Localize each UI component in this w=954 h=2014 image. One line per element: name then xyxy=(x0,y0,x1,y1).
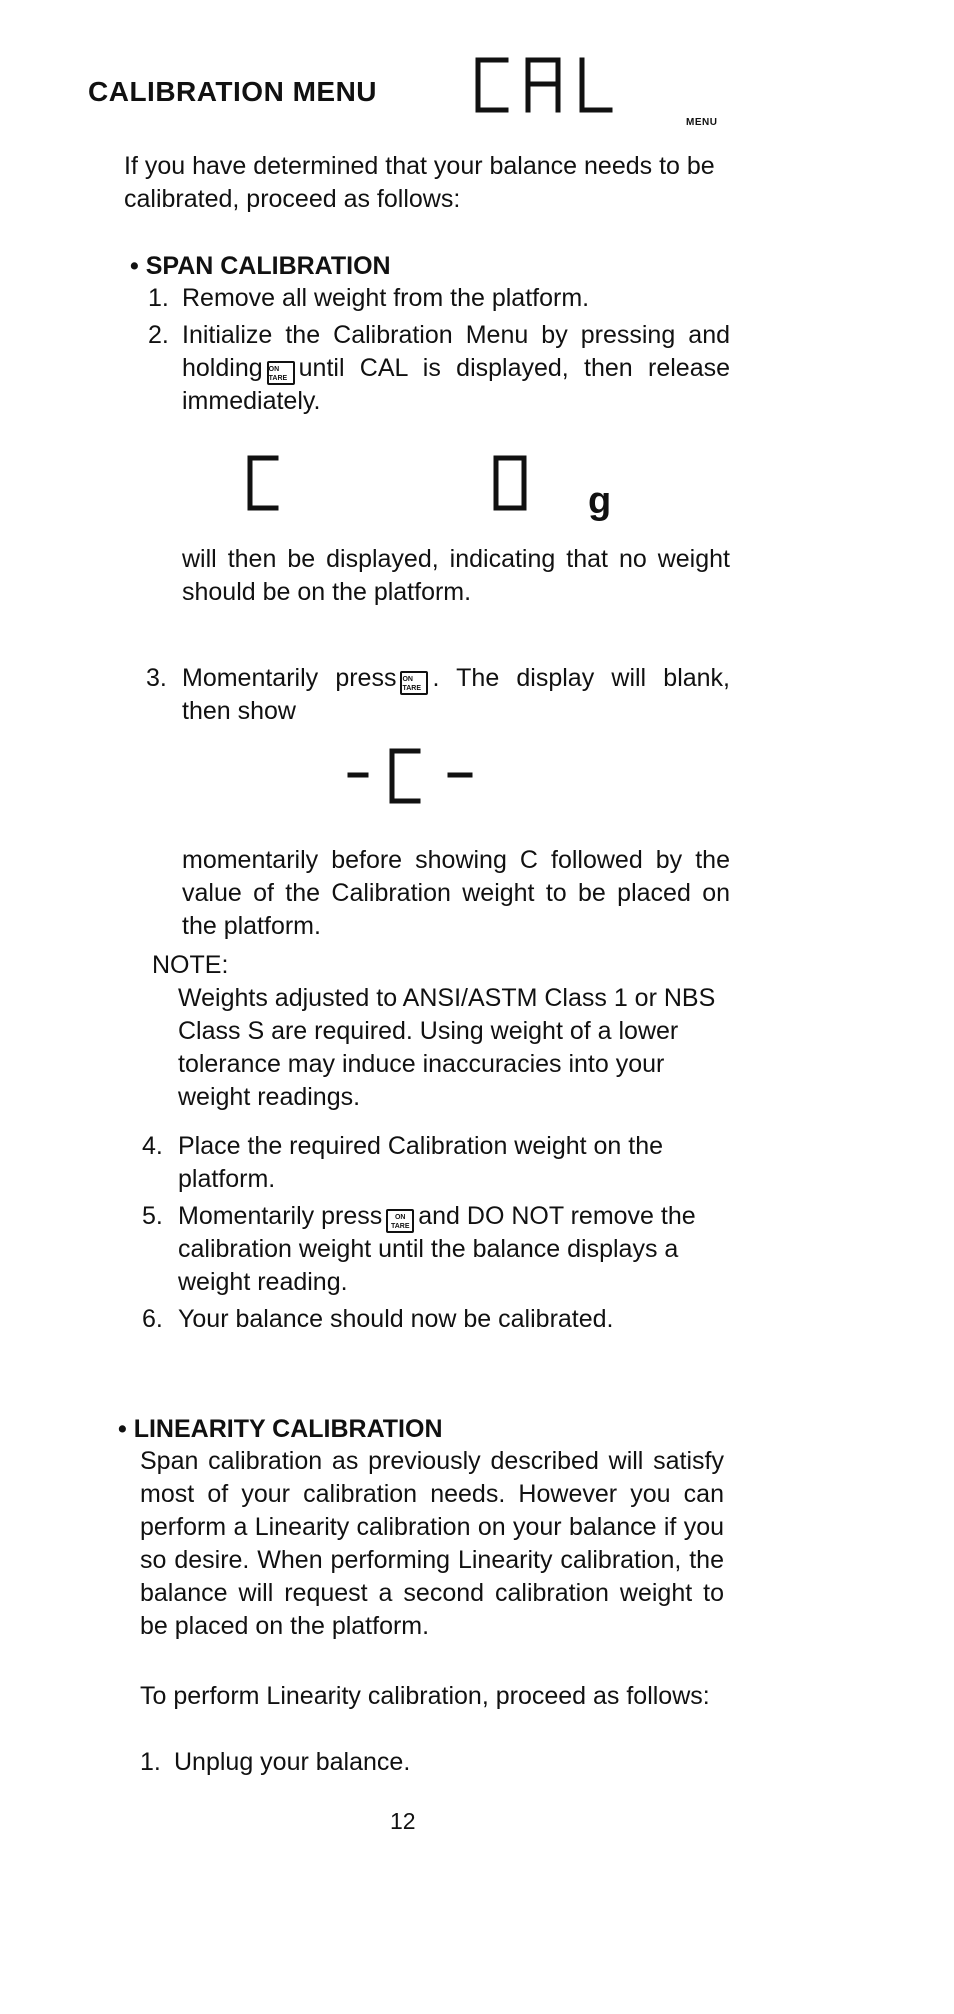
note-label: NOTE: xyxy=(152,951,229,979)
cal-display-label: MENU xyxy=(686,117,718,128)
span-step-3-text-b: . The display will blank, then show xyxy=(182,664,730,725)
span-step-2-text-b: until CAL is displayed, then release immediately. xyxy=(182,354,730,415)
span-step-2-text-a: Initialize the Calibration Menu by pressing and holding xyxy=(182,321,730,382)
span-step-3-number: 3. xyxy=(146,664,167,692)
span-step-5-number: 5. xyxy=(142,1202,163,1230)
intro-text: If you have determined that your balance needs to be calibrated, proceed as follows: xyxy=(124,152,715,213)
segment-l xyxy=(582,60,610,110)
span-step-2 xyxy=(182,319,730,418)
span-step-6-number: 6. xyxy=(142,1305,163,1333)
page-title: CALIBRATION MENU xyxy=(88,76,378,107)
segment-c xyxy=(478,60,506,110)
segment-zero xyxy=(496,458,524,508)
linearity-step-1: Unplug your balance. xyxy=(174,1748,411,1776)
span-step-5-text-b: and DO NOT remove the calibration weight until the balance displays a weight reading. xyxy=(178,1202,696,1296)
on-tare-key-icon: ON TARE xyxy=(386,1209,414,1233)
on-tare-key-icon: ON TARE xyxy=(267,361,295,385)
span-step-1-number: 1. xyxy=(148,284,169,312)
segment-a xyxy=(528,60,558,110)
cal-segment-display xyxy=(470,50,630,120)
span-step-5-text-a: Momentarily press xyxy=(178,1202,383,1230)
span-heading: • SPAN CALIBRATION xyxy=(130,252,391,280)
span-step-3-text-a: Momentarily press xyxy=(182,664,397,692)
c-zero-display xyxy=(240,450,540,520)
note-text: Weights adjusted to ANSI/ASTM Class 1 or NBS Class S are required. Using weight of a lower tolerance may induce inaccuracies into your weight readings. xyxy=(178,984,716,1111)
on-tare-key-icon: ON TARE xyxy=(400,671,428,695)
linearity-para-2: To perform Linearity calibration, proceed as follows: xyxy=(140,1682,710,1710)
dash-c-dash-display xyxy=(342,745,482,815)
span-step-2-number: 2. xyxy=(148,321,169,349)
linearity-para-1: Span calibration as previously described will satisfy most of your calibration needs. However you can perform a Linearity calibration on your balance if you so desire. When performing Linearity calibration, the balance will request a second calibration weight to be placed on the platform. xyxy=(140,1447,724,1640)
linearity-heading: • LINEARITY CALIBRATION xyxy=(118,1415,443,1443)
span-step-5 xyxy=(178,1200,738,1299)
span-step-1: Remove all weight from the platform. xyxy=(182,284,590,312)
segment-c xyxy=(392,751,418,801)
segment-c xyxy=(250,458,276,508)
span-step-4: Place the required Calibration weight on the platform. xyxy=(178,1132,664,1193)
display-unit-g: g xyxy=(588,480,612,522)
span-heading-label: SPAN CALIBRATION xyxy=(145,252,391,280)
span-after-dash: momentarily before showing C followed by the value of the Calibration weight to be placed on the platform. xyxy=(182,846,730,940)
span-after-display: will then be displayed, indicating that no weight should be on the platform. xyxy=(182,545,730,606)
linearity-step-1-number: 1. xyxy=(140,1748,161,1776)
page-number: 12 xyxy=(390,1808,416,1834)
linearity-heading-label: LINEARITY CALIBRATION xyxy=(133,1415,443,1443)
span-step-6: Your balance should now be calibrated. xyxy=(178,1305,614,1333)
span-step-4-number: 4. xyxy=(142,1132,163,1160)
span-step-3 xyxy=(182,662,730,728)
